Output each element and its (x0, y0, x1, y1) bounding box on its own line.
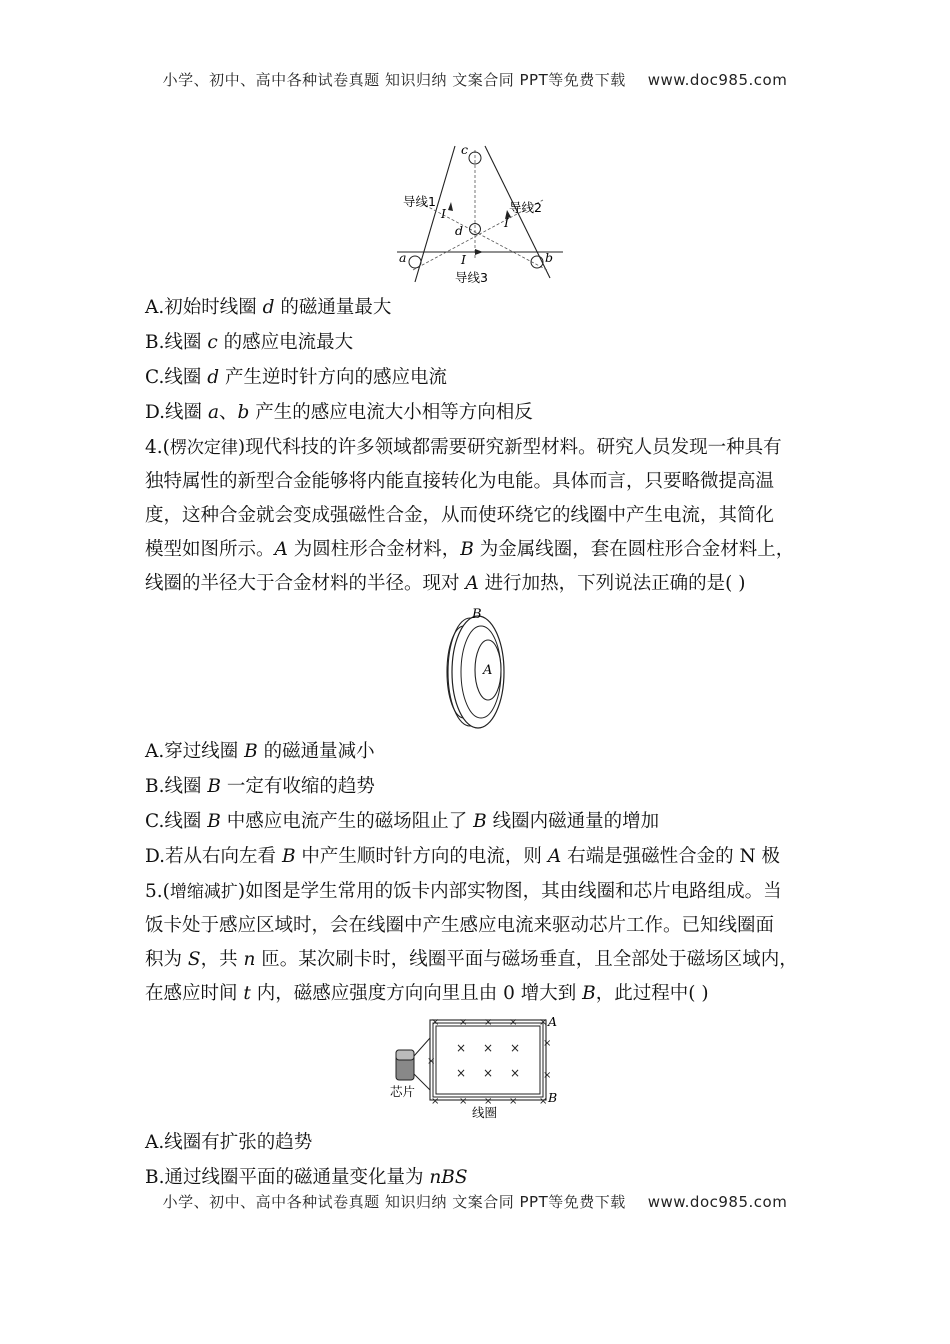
svg-text:×: × (427, 1056, 436, 1067)
coil-a-label: a (399, 250, 407, 265)
current-arrow-3-icon (475, 249, 483, 255)
q4-topic-tag: 楞次定律 (169, 438, 238, 458)
chip-label: 芯片 (390, 1084, 416, 1099)
svg-text:×: × (539, 1017, 548, 1028)
svg-text:×: × (431, 1017, 440, 1028)
coil-b-icon (531, 256, 543, 268)
svg-text:×: × (539, 1096, 548, 1107)
svg-text:×: × (509, 1096, 518, 1107)
svg-text:×: × (509, 1017, 518, 1028)
svg-text:×: × (543, 1038, 552, 1049)
q3-option-a: A.初始时线圈 d 的磁通量最大 (145, 297, 392, 318)
current-3-label: I (461, 252, 466, 267)
page-header (0, 69, 950, 90)
cylinder-coil-figure (436, 604, 516, 734)
page-footer (0, 1191, 950, 1212)
current-2-label: I (504, 215, 509, 230)
coil-c-label: c (461, 142, 469, 157)
current-1-label: I (441, 206, 446, 221)
q4-stem-line-2: 独特属性的新型合金能够将内能直接转化为电能。具体而言，只要略微提高温 (145, 471, 775, 492)
header-text: 小学、初中、高中各种试卷真题 知识归纳 文案合同 PPT等免费下载 (162, 71, 626, 89)
q5-option-b: B.通过线圈平面的磁通量变化量为 nBS (145, 1167, 468, 1188)
q4-stem-line-1: 4.(楞次定律)现代科技的许多领域都需要研究新型材料。研究人员发现一种具有 (145, 437, 782, 458)
coil-a-icon (409, 256, 421, 268)
svg-text:×: × (483, 1041, 494, 1055)
coil-b-label: b (545, 250, 554, 265)
q5-option-a: A.线圈有扩张的趋势 (145, 1132, 313, 1153)
coil-d-label: d (455, 223, 464, 238)
q4-stem-line-3: 度，这种合金就会变成强磁性合金，从而使环绕它的线圈中产生电流，其简化 (145, 505, 775, 526)
wire-3-label: 导线3 (455, 270, 488, 285)
q5-stem-line-2: 饭卡处于感应区域时，会在线圈中产生感应电流来驱动芯片工作。已知线圈面 (145, 915, 775, 936)
svg-text:×: × (543, 1070, 552, 1081)
q4-option-a: A.穿过线圈 B 的磁通量减小 (145, 741, 375, 762)
svg-text:×: × (459, 1017, 468, 1028)
q5-stem-line-4: 在感应时间 t 内，磁感应强度方向向里且由 0 增大到 B，此过程中( ) (145, 983, 709, 1004)
svg-text:×: × (459, 1096, 468, 1107)
current-arrow-1-icon (448, 202, 453, 211)
q3-option-d: D.线圈 a、b 产生的感应电流大小相等方向相反 (145, 402, 533, 423)
cylinder-a-label: A (483, 663, 493, 678)
q4-stem-line-5: 线圈的半径大于合金材料的半径。现对 A 进行加热，下列说法正确的是( ) (145, 573, 746, 594)
card-coil-shape (430, 1020, 546, 1100)
coil-label: 线圈 (472, 1105, 498, 1120)
q5-stem-line-1: 5.(增缩减扩)如图是学生常用的饭卡内部实物图，其由线圈和芯片电路组成。当 (145, 881, 782, 902)
wire-1-label: 导线1 (403, 194, 436, 209)
q4-stem-line-4: 模型如图所示。A 为圆柱形合金材料，B 为金属线圈，套在圆柱形合金材料上， (145, 539, 795, 560)
coil-b-label: B (472, 607, 482, 622)
footer-text: 小学、初中、高中各种试卷真题 知识归纳 文案合同 PPT等免费下载 (162, 1193, 626, 1211)
q3-option-b: B.线圈 c 的感应电流最大 (145, 332, 354, 353)
header-url: www.doc985.com (647, 71, 788, 89)
svg-text:×: × (484, 1017, 493, 1028)
q5-topic-tag: 增缩减扩 (169, 882, 238, 902)
svg-text:×: × (483, 1066, 494, 1080)
corner-a-label: A (548, 1014, 558, 1029)
q3-option-c: C.线圈 d 产生逆时针方向的感应电流 (145, 367, 447, 388)
q4-option-c: C.线圈 B 中感应电流产生的磁场阻止了 B 线圈内磁通量的增加 (145, 811, 660, 832)
card-coil-figure (388, 1014, 570, 1122)
wire-2-label: 导线2 (509, 200, 542, 215)
q4-option-d: D.若从右向左看 B 中产生顺时针方向的电流，则 A 右端是强磁性合金的 N 极 (145, 846, 781, 867)
svg-text:×: × (456, 1066, 467, 1080)
svg-text:×: × (510, 1066, 521, 1080)
footer-url: www.doc985.com (647, 1193, 788, 1211)
svg-text:×: × (510, 1041, 521, 1055)
q5-stem-line-3: 积为 S，共 n 匝。某次刷卡时，线圈平面与磁场垂直，且全部处于磁场区域内， (145, 949, 798, 970)
q4-option-b: B.线圈 B 一定有收缩的趋势 (145, 776, 375, 797)
svg-text:×: × (484, 1096, 493, 1107)
three-wires-figure (395, 140, 565, 290)
corner-b-label: B (548, 1090, 558, 1105)
field-cross-icon: × (456, 1041, 467, 1055)
svg-text:×: × (431, 1096, 440, 1107)
